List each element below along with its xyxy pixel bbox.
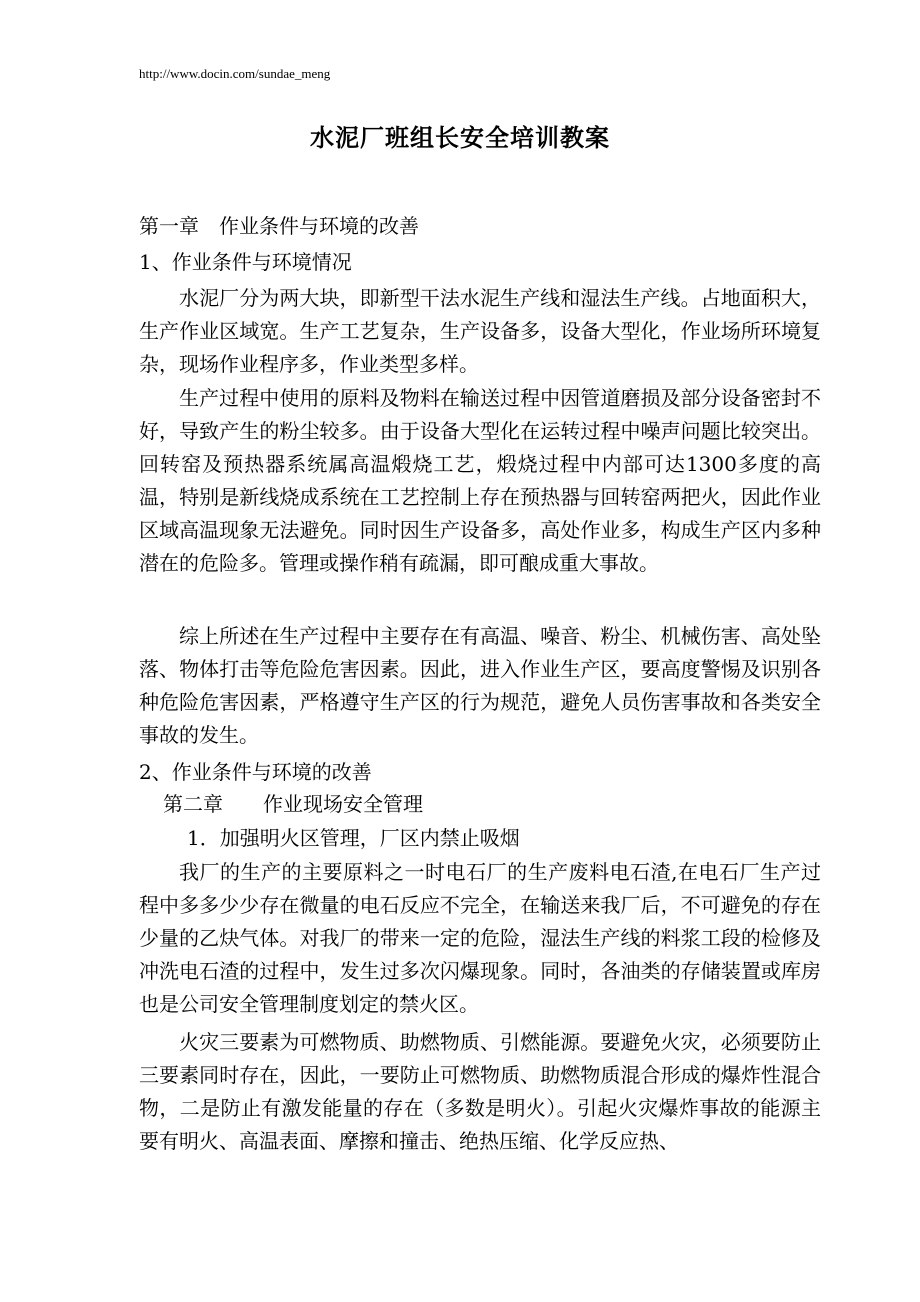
- header-url: http://www.docin.com/sundae_meng: [139, 66, 331, 81]
- document-title: 水泥厂班组长安全培训教案: [310, 123, 610, 152]
- section-2-heading: 2、作业条件与环境的改善: [139, 760, 372, 784]
- paragraph-3: 综上所述在生产过程中主要存在有高温、噪音、粉尘、机械伤害、高处坠落、物体打击等危险危害因素。因此，进入作业生产区，要高度警惕及识别各种危险危害因素，严格遵守生产区的行为规范，避免人员伤害事故和各类安全事故的发生。: [139, 624, 821, 747]
- paragraph-2: 生产过程中使用的原料及物料在输送过程中因管道磨损及部分设备密封不好，导致产生的粉尘较多。由于设备大型化在运转过程中噪声问题比较突出。回转窑及预热器系统属高温煅烧工艺，煅烧过程中内部可达1300多度的高温，特别是新线烧成系统在工艺控制上存在预热器与回转窑两把火，因此作业区域高温现象无法避免。同时因生产设备多，高处作业多，构成生产区内多种潜在的危险多。管理或操作稍有疏漏，即可酿成重大事故。: [139, 386, 821, 575]
- chapter-1-heading: 第一章 作业条件与环境的改善: [139, 214, 419, 238]
- paragraph-1: 水泥厂分为两大块，即新型干法水泥生产线和湿法生产线。占地面积大，生产作业区域宽。生产工艺复杂，生产设备多，设备大型化，作业场所环境复杂，现场作业程序多，作业类型多样。: [139, 286, 821, 376]
- item-1-heading: 1．加强明火区管理，厂区内禁止吸烟: [187, 826, 520, 850]
- section-1-heading: 1、作业条件与环境情况: [139, 250, 352, 274]
- paragraph-4: 我厂的生产的主要原料之一时电石厂的生产废料电石渣,在电石厂生产过程中多多少少存在微量的电石反应不完全，在输送来我厂后，不可避免的存在少量的乙炔气体。对我厂的带来一定的危险，湿法生产线的料浆工段的检修及冲洗电石渣的过程中，发生过多次闪爆现象。同时，各油类的存储装置或库房也是公司安全管理制度划定的禁火区。: [139, 860, 821, 1016]
- paragraph-5: 火灾三要素为可燃物质、助燃物质、引燃能源。要避免火灾，必须要防止三要素同时存在，因此，一要防止可燃物质、助燃物质混合形成的爆炸性混合物，二是防止有激发能量的存在（多数是明火）。引起火灾爆炸事故的能源主要有明火、高温表面、摩擦和撞击、绝热压缩、化学反应热、: [139, 1030, 821, 1153]
- chapter-2-heading: 第二章 作业现场安全管理: [163, 792, 423, 816]
